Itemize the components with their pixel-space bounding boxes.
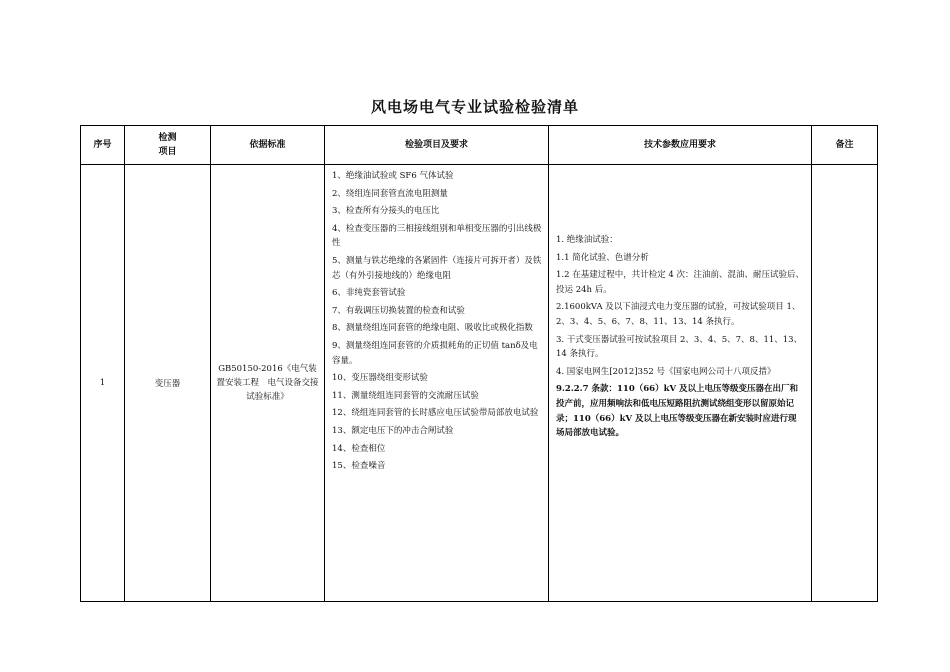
row-remarks xyxy=(812,165,878,602)
list-item: 8、测量绕组连同套管的绝缘电阻、吸收比或极化指数 xyxy=(332,323,533,334)
list-item: 9、测量绕组连同套管的介质损耗角的正切值 tanδ及电容量。 xyxy=(332,340,538,366)
page-title: 风电场电气专业试验检验清单 xyxy=(370,98,579,116)
header-remarks: 备注 xyxy=(812,126,878,165)
tech-paragraph: 1.1 简化试验、色谱分析 xyxy=(556,252,649,263)
row-index: 1 xyxy=(81,165,125,602)
tech-bold-note: 9.2.2.7 条款：110（66）kV 及以上电压等级变压器在出厂和投产前，应用频响法和低电压短路阻抗测试绕组变形以留原始记录；110（66）kV 及以上电压等级变压器在新安装时应进行现场局部放电试验。 xyxy=(556,384,799,439)
list-item: 13、额定电压下的冲击合闸试验 xyxy=(332,425,454,436)
table-row xyxy=(81,165,878,602)
row-category: 变压器 xyxy=(125,165,211,602)
row-tech xyxy=(549,165,812,602)
list-item: 3、检查所有分接头的电压比 xyxy=(332,206,440,217)
tech-paragraph: 1.2 在基建过程中，共计检定 4 次：注油前、混油、耐压试验后、投运 24h 后。 xyxy=(556,270,805,295)
list-item: 7、有载调压切换装置的检查和试验 xyxy=(332,305,465,316)
list-item: 6、非纯瓷套管试验 xyxy=(332,288,406,299)
list-item: 12、绕组连同套管的长时感应电压试验带局部放电试验 xyxy=(332,408,539,419)
header-category-line2: 项目 xyxy=(158,147,177,157)
header-category-line1: 检测 xyxy=(158,133,177,143)
inspection-table xyxy=(80,125,878,602)
list-item: 2、绕组连同套管直流电阻测量 xyxy=(332,188,448,199)
tech-paragraph: 4. 国家电网生[2012]352 号《国家电网公司十八项反措》 xyxy=(556,366,776,377)
tech-paragraph: 1. 绝缘油试验： xyxy=(556,235,618,245)
tech-paragraph: 3. 干式变压器试验可按试验项目 2、3、4、5、7、8、11、13、14 条执行。 xyxy=(556,334,803,360)
tech-paragraph: 2.1600kVA 及以下油浸式电力变压器的试验，可按试验项目 1、2、3、4、5、6、7、8、11、13、14 条执行。 xyxy=(556,302,801,327)
header-tech: 技术参数应用要求 xyxy=(549,126,812,165)
list-item: 10、变压器绕组变形试验 xyxy=(332,373,428,384)
list-item: 4、检查变压器的三相接线组别和单相变压器的引出线极性 xyxy=(332,223,542,249)
list-item: 14、检查相位 xyxy=(332,443,386,454)
table-header-row xyxy=(81,126,878,165)
list-item: 5、测量与铁芯绝缘的各紧固件（连接片可拆开者）及铁芯（有外引接地线的）绝缘电阻 xyxy=(332,255,542,281)
header-index: 序号 xyxy=(81,126,125,165)
row-items xyxy=(325,165,549,602)
header-category xyxy=(125,126,211,165)
header-standard: 依据标准 xyxy=(211,126,325,165)
list-item: 15、检查噪音 xyxy=(332,461,386,472)
row-standard: GB50150-2016《电气装置安装工程 电气设备交接试验标准》 xyxy=(211,165,325,602)
list-item: 1、绝缘油试验或 SF6 气体试验 xyxy=(332,171,454,181)
header-items: 检验项目及要求 xyxy=(325,126,549,165)
list-item: 11、测量绕组连同套管的交流耐压试验 xyxy=(332,390,479,401)
